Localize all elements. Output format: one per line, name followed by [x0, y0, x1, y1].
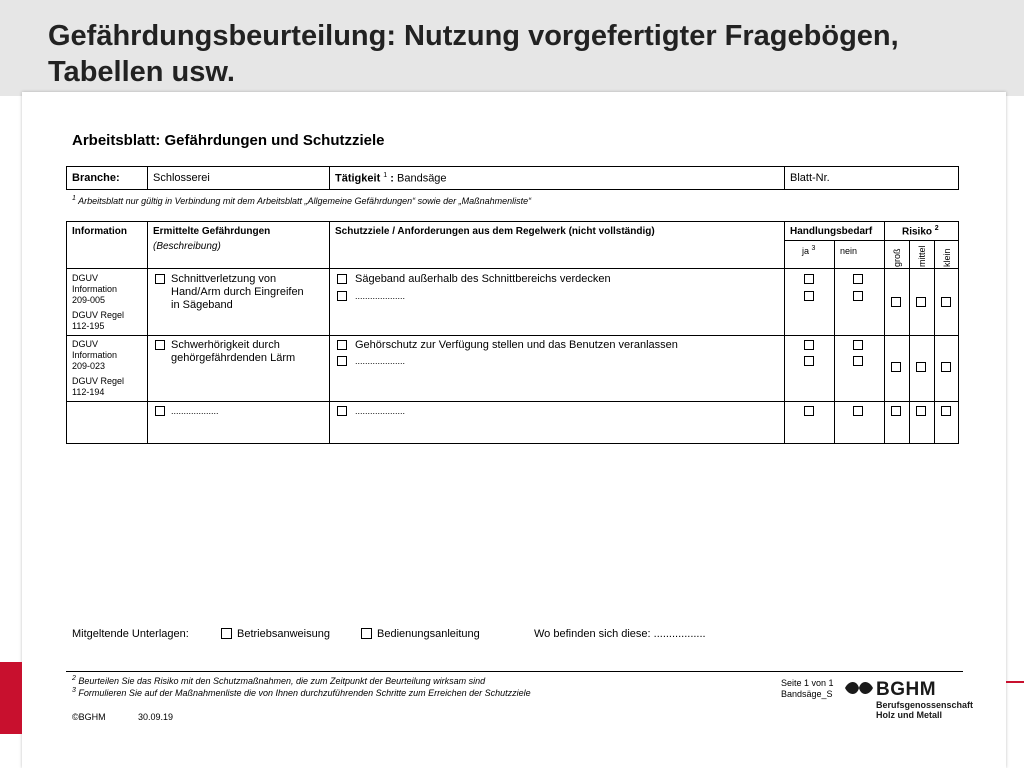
header-gross: groß: [892, 248, 902, 267]
footnote-3: [72, 687, 531, 698]
info-line: Information: [72, 350, 118, 360]
checkbox-gross[interactable]: [891, 297, 901, 307]
footnote-2-number: 2: [72, 675, 76, 682]
file-name: Bandsäge_S: [781, 689, 833, 699]
checkbox-ja[interactable]: [804, 274, 814, 284]
row-3-gefaehrdung: ...................: [171, 406, 219, 416]
checkbox-klein[interactable]: [941, 362, 951, 372]
col-divider: [329, 221, 330, 444]
row-2-schutzziel-1: Gehörschutz zur Verfügung stellen und das Benutzen veranlassen: [355, 339, 678, 351]
taetigkeit-field: [335, 172, 447, 185]
slide-title: Gefährdungsbeurteilung: Nutzung vorgefertigter Fragebögen, Tabellen usw.: [48, 20, 899, 88]
header-nein: nein: [840, 246, 858, 256]
bedienungsanleitung-label: Bedienungsanleitung: [377, 628, 480, 640]
footnote-1-number: 1: [72, 195, 76, 202]
text-line: Schwerhörigkeit durch: [171, 339, 280, 351]
logo-line-1: Berufsgenossenschaft: [876, 700, 974, 710]
col-divider: [784, 221, 785, 444]
info-line: 112-195: [72, 321, 105, 331]
info-line: DGUV Regel: [72, 310, 125, 320]
bghm-logo-icon: [843, 678, 875, 698]
footer-divider: [66, 671, 963, 672]
checkbox-bedienungsanleitung[interactable]: [361, 628, 372, 639]
divider: [329, 166, 330, 190]
checkbox-klein[interactable]: [941, 297, 951, 307]
taetigkeit-label: Tätigkeit: [335, 172, 381, 185]
checkbox-ja[interactable]: [804, 291, 814, 301]
row-1-schutzziel-2: ....................: [355, 291, 406, 301]
page-number: Seite 1 von 1: [781, 678, 834, 688]
info-line: DGUV Regel: [72, 376, 125, 386]
info-line: 209-005: [72, 295, 106, 305]
checkbox-klein[interactable]: [941, 406, 951, 416]
info-line: DGUV: [72, 273, 99, 283]
checkbox[interactable]: [155, 274, 165, 284]
info-line: 112-194: [72, 387, 105, 397]
subheader-divider: [784, 240, 959, 241]
branche-label: Branche:: [72, 172, 120, 184]
footnote-3-text: Formulieren Sie auf der Maßnahmenliste die von Ihnen durchzuführenden Schritte zum Erreichen der Schutzziele: [78, 688, 531, 698]
info-line: Information: [72, 284, 118, 294]
checkbox[interactable]: [337, 406, 347, 416]
col-divider: [934, 240, 935, 444]
info-line: 209-023: [72, 361, 106, 371]
checkbox-mittel[interactable]: [916, 297, 926, 307]
checkbox-ja[interactable]: [804, 356, 814, 366]
col-divider: [834, 240, 835, 444]
header-mittel: mittel: [917, 245, 927, 267]
date: 30.09.19: [138, 712, 174, 722]
logo-name: BGHM: [876, 679, 937, 700]
checkbox-nein[interactable]: [853, 291, 863, 301]
footnote-ref: 2: [934, 225, 939, 232]
taetigkeit-colon: :: [390, 172, 394, 185]
checkbox-gross[interactable]: [891, 406, 901, 416]
branche-value[interactable]: Schlosserei: [153, 172, 210, 184]
header-ja: [802, 245, 815, 256]
accent-line: [1006, 681, 1024, 683]
wo-befinden-label: Wo befinden sich diese: .................: [534, 628, 706, 640]
logo-line-2: Holz und Metall: [876, 710, 942, 720]
checkbox-mittel[interactable]: [916, 362, 926, 372]
row-divider: [66, 335, 959, 336]
row-1-gefaehrdung: [171, 273, 304, 312]
row-1-info: [72, 273, 124, 332]
text-line: in Sägeband: [171, 299, 233, 311]
header-beschreibung: (Beschreibung): [153, 241, 221, 252]
checkbox-nein[interactable]: [853, 340, 863, 350]
header-klein: klein: [942, 248, 952, 267]
checkbox[interactable]: [155, 340, 165, 350]
footnote-2: [72, 675, 485, 686]
checkbox-betriebsanweisung[interactable]: [221, 628, 232, 639]
col-divider: [147, 221, 148, 444]
footnote-1: [72, 195, 531, 206]
accent-bar: [0, 662, 22, 734]
checkbox[interactable]: [337, 356, 347, 366]
checkbox-ja[interactable]: [804, 406, 814, 416]
header-schutzziele: Schutzziele / Anforderungen aus dem Regelwerk (nicht vollständig): [335, 226, 655, 237]
checkbox-nein[interactable]: [853, 406, 863, 416]
footnote-3-number: 3: [72, 687, 76, 694]
header-ja-label: ja: [802, 246, 810, 256]
divider: [147, 166, 148, 190]
footnote-ref: 3: [811, 245, 816, 252]
footnote-2-text: Beurteilen Sie das Risiko mit den Schutzmaßnahmen, die zum Zeitpunkt der Beurteilung wirksam sind: [78, 676, 486, 686]
header-gefaehrdungen: Ermittelte Gefährdungen: [153, 226, 271, 237]
header-information: Information: [72, 226, 127, 237]
footnote-ref: 1: [383, 172, 388, 179]
copyright: ©BGHM: [72, 712, 106, 722]
checkbox-nein[interactable]: [853, 274, 863, 284]
checkbox-mittel[interactable]: [916, 406, 926, 416]
col-divider: [884, 221, 885, 444]
worksheet-title: Arbeitsblatt: Gefährdungen und Schutzziele: [72, 132, 385, 149]
text-line: Hand/Arm durch Eingreifen: [171, 286, 304, 298]
row-1-schutzziel-1: Sägeband außerhalb des Schnittbereichs verdecken: [355, 273, 611, 285]
checkbox[interactable]: [155, 406, 165, 416]
footnote-1-text: Arbeitsblatt nur gültig in Verbindung mit dem Arbeitsblatt „Allgemeine Gefährdungen“ sowie der „Maßnahmenliste“: [78, 196, 532, 206]
col-divider: [909, 240, 910, 444]
header-handlungsbedarf: Handlungsbedarf: [790, 226, 873, 237]
row-divider: [66, 401, 959, 402]
row-2-info: [72, 339, 124, 398]
text-line: gehörgefährdenden Lärm: [171, 352, 296, 364]
checkbox[interactable]: [337, 340, 347, 350]
divider: [784, 166, 785, 190]
checkbox-gross[interactable]: [891, 362, 901, 372]
checkbox[interactable]: [337, 291, 347, 301]
header-risiko-label: Risiko: [902, 226, 933, 238]
mitgeltende-label: Mitgeltende Unterlagen:: [72, 628, 189, 640]
header-divider: [66, 268, 959, 269]
text-line: Schnittverletzung von: [171, 273, 277, 285]
checkbox-ja[interactable]: [804, 340, 814, 350]
betriebsanweisung-label: Betriebsanweisung: [237, 628, 330, 640]
checkbox[interactable]: [337, 274, 347, 284]
row-2-gefaehrdung: [171, 339, 295, 365]
blatt-nr-label: Blatt-Nr.: [790, 172, 830, 184]
taetigkeit-value[interactable]: Bandsäge: [397, 172, 447, 185]
row-2-schutzziel-2: ....................: [355, 356, 406, 366]
checkbox-nein[interactable]: [853, 356, 863, 366]
header-risiko: [902, 225, 939, 237]
row-3-schutzziel: ....................: [355, 406, 406, 416]
info-line: DGUV: [72, 339, 99, 349]
